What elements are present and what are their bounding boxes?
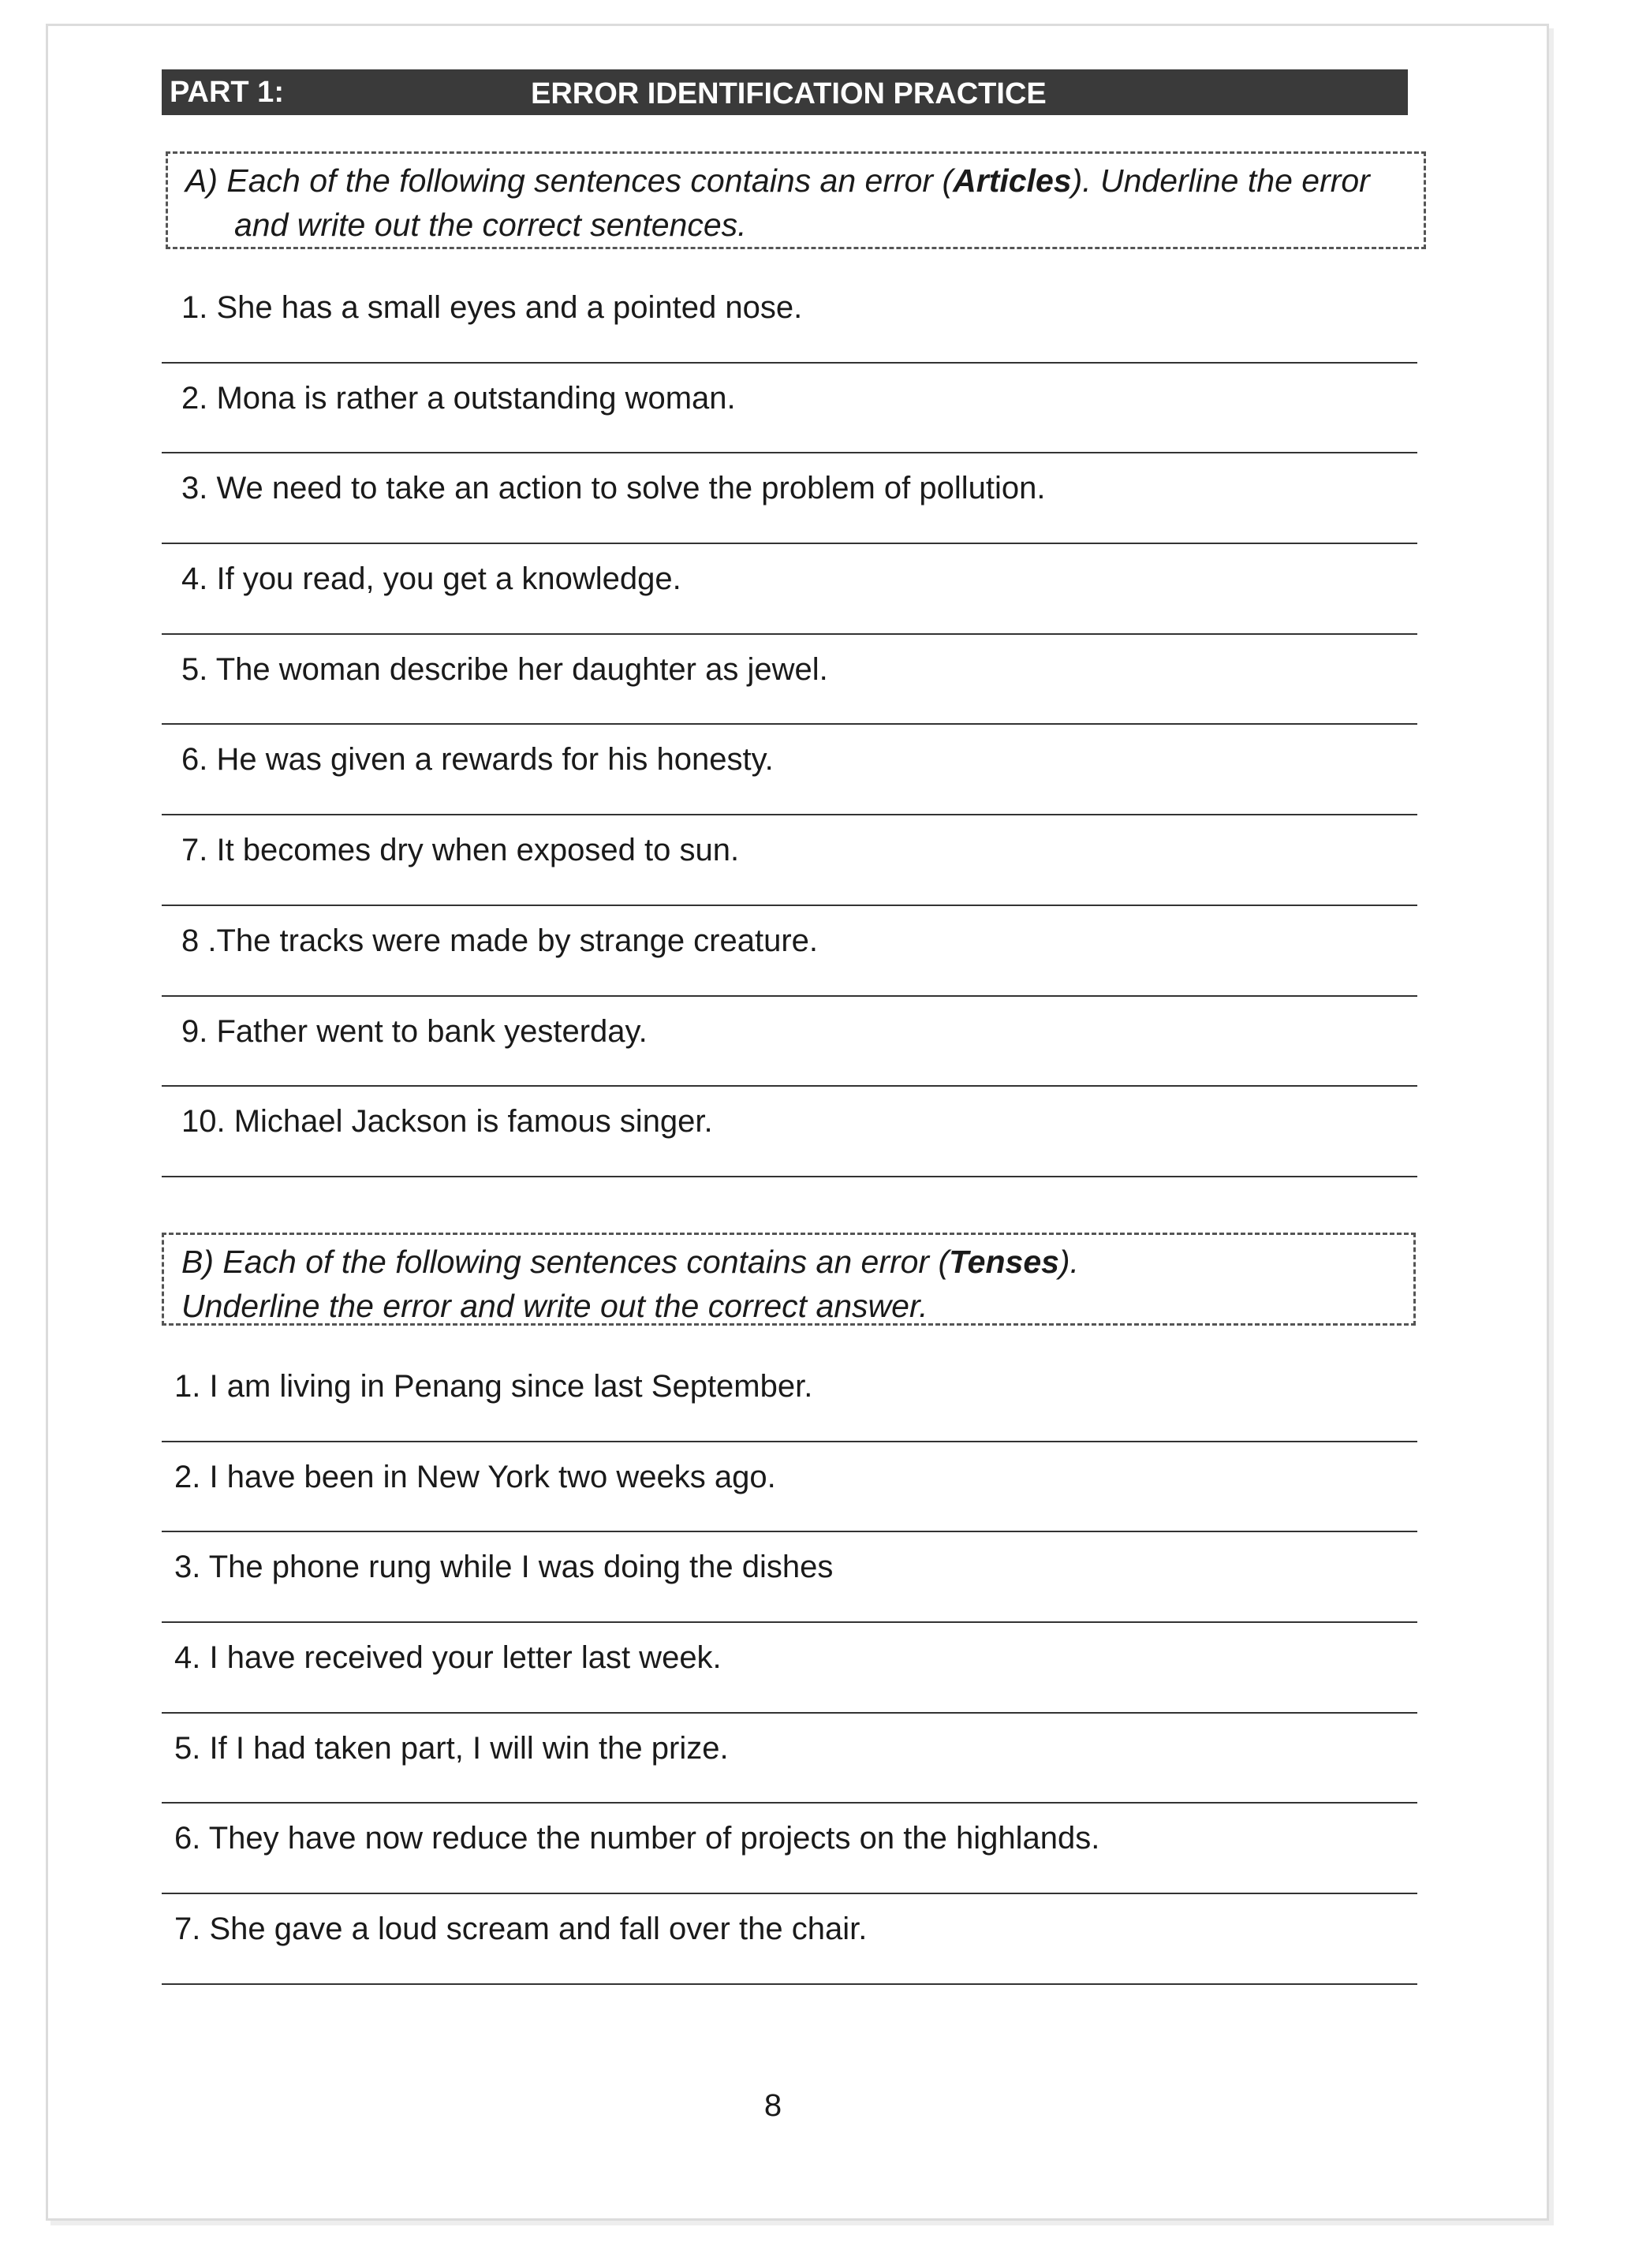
question-item: [162, 552, 1417, 643]
question-item: [162, 914, 1417, 1005]
answer-line[interactable]: [162, 1085, 1417, 1087]
question-item: [162, 371, 1417, 462]
answer-line[interactable]: [162, 1893, 1417, 1894]
question-item: [162, 733, 1417, 823]
question-text: 1. She has a small eyes and a pointed nose.: [181, 290, 803, 325]
question-text: 10. Michael Jackson is famous singer.: [181, 1104, 713, 1140]
question-text: 5. The woman describe her daughter as jewel.: [181, 651, 828, 687]
question-text: 6. They have now reduce the number of projects on the highlands.: [174, 1821, 1100, 1856]
answer-line[interactable]: [162, 1176, 1417, 1177]
instruction-text: A) Each of the following sentences contains an error (: [185, 162, 954, 199]
question-item: [162, 1095, 1417, 1185]
question-text: 7. It becomes dry when exposed to sun.: [181, 833, 740, 868]
question-item: [162, 1902, 1417, 1993]
part-label: PART 1:: [170, 76, 284, 109]
question-text: 2. I have been in New York two weeks ago.: [174, 1459, 776, 1494]
question-item: [162, 461, 1417, 552]
question-text: 9. Father went to bank yesterday.: [181, 1013, 648, 1049]
question-text: 3. We need to take an action to solve the problem of pollution.: [181, 471, 1046, 506]
instruction-line: Underline the error and write out the correct answer.: [181, 1288, 928, 1324]
instruction-box-tenses: [162, 1233, 1416, 1326]
question-text: 5. If I had taken part, I will win the prize.: [174, 1730, 729, 1766]
answer-line[interactable]: [162, 543, 1417, 544]
answer-line[interactable]: [162, 814, 1417, 815]
page-number: 8: [763, 2088, 782, 2123]
answer-line[interactable]: [162, 1531, 1417, 1532]
question-item: [162, 1360, 1417, 1450]
instruction-box-articles: [166, 151, 1426, 249]
answer-line[interactable]: [162, 1621, 1417, 1623]
page-title: ERROR IDENTIFICATION PRACTICE: [531, 77, 1047, 110]
question-list-articles: [162, 281, 1417, 1185]
answer-line[interactable]: [162, 1802, 1417, 1804]
question-list-tenses: [162, 1360, 1417, 1993]
question-item: [162, 1811, 1417, 1902]
instruction-line: [181, 1240, 1398, 1284]
instruction-line: [185, 159, 1408, 203]
answer-line[interactable]: [162, 452, 1417, 453]
question-item: [162, 1540, 1417, 1631]
instruction-text: ). Underline the error: [1071, 162, 1370, 199]
instruction-text: ).: [1058, 1244, 1079, 1280]
question-text: 6. He was given a rewards for his honesty.: [181, 742, 774, 778]
question-item: [162, 281, 1417, 371]
answer-line[interactable]: [162, 633, 1417, 635]
question-text: 1. I am living in Penang since last September.: [174, 1369, 813, 1404]
answer-line[interactable]: [162, 995, 1417, 997]
question-item: [162, 643, 1417, 733]
instruction-keyword: Tenses: [949, 1244, 1059, 1280]
answer-line[interactable]: [162, 362, 1417, 364]
question-text: 4. I have received your letter last week.: [174, 1640, 722, 1676]
question-item: [162, 1005, 1417, 1095]
question-item: [162, 1631, 1417, 1722]
section-header-bar: [162, 69, 1408, 115]
question-item: [162, 1450, 1417, 1541]
answer-line[interactable]: [162, 905, 1417, 906]
answer-line[interactable]: [162, 1983, 1417, 1985]
instruction-line: and write out the correct sentences.: [234, 207, 747, 243]
instruction-keyword: Articles: [953, 162, 1072, 199]
question-text: 7. She gave a loud scream and fall over the chair.: [174, 1912, 868, 1947]
question-text: 2. Mona is rather a outstanding woman.: [181, 380, 736, 416]
question-text: 8 .The tracks were made by strange creature.: [181, 923, 819, 958]
question-item: [162, 823, 1417, 914]
instruction-text: B) Each of the following sentences contains an error (: [181, 1244, 950, 1280]
question-text: 3. The phone rung while I was doing the dishes: [174, 1550, 834, 1585]
answer-line[interactable]: [162, 1441, 1417, 1442]
question-item: [162, 1722, 1417, 1812]
question-text: 4. If you read, you get a knowledge.: [181, 561, 681, 597]
answer-line[interactable]: [162, 1712, 1417, 1714]
answer-line[interactable]: [162, 723, 1417, 725]
